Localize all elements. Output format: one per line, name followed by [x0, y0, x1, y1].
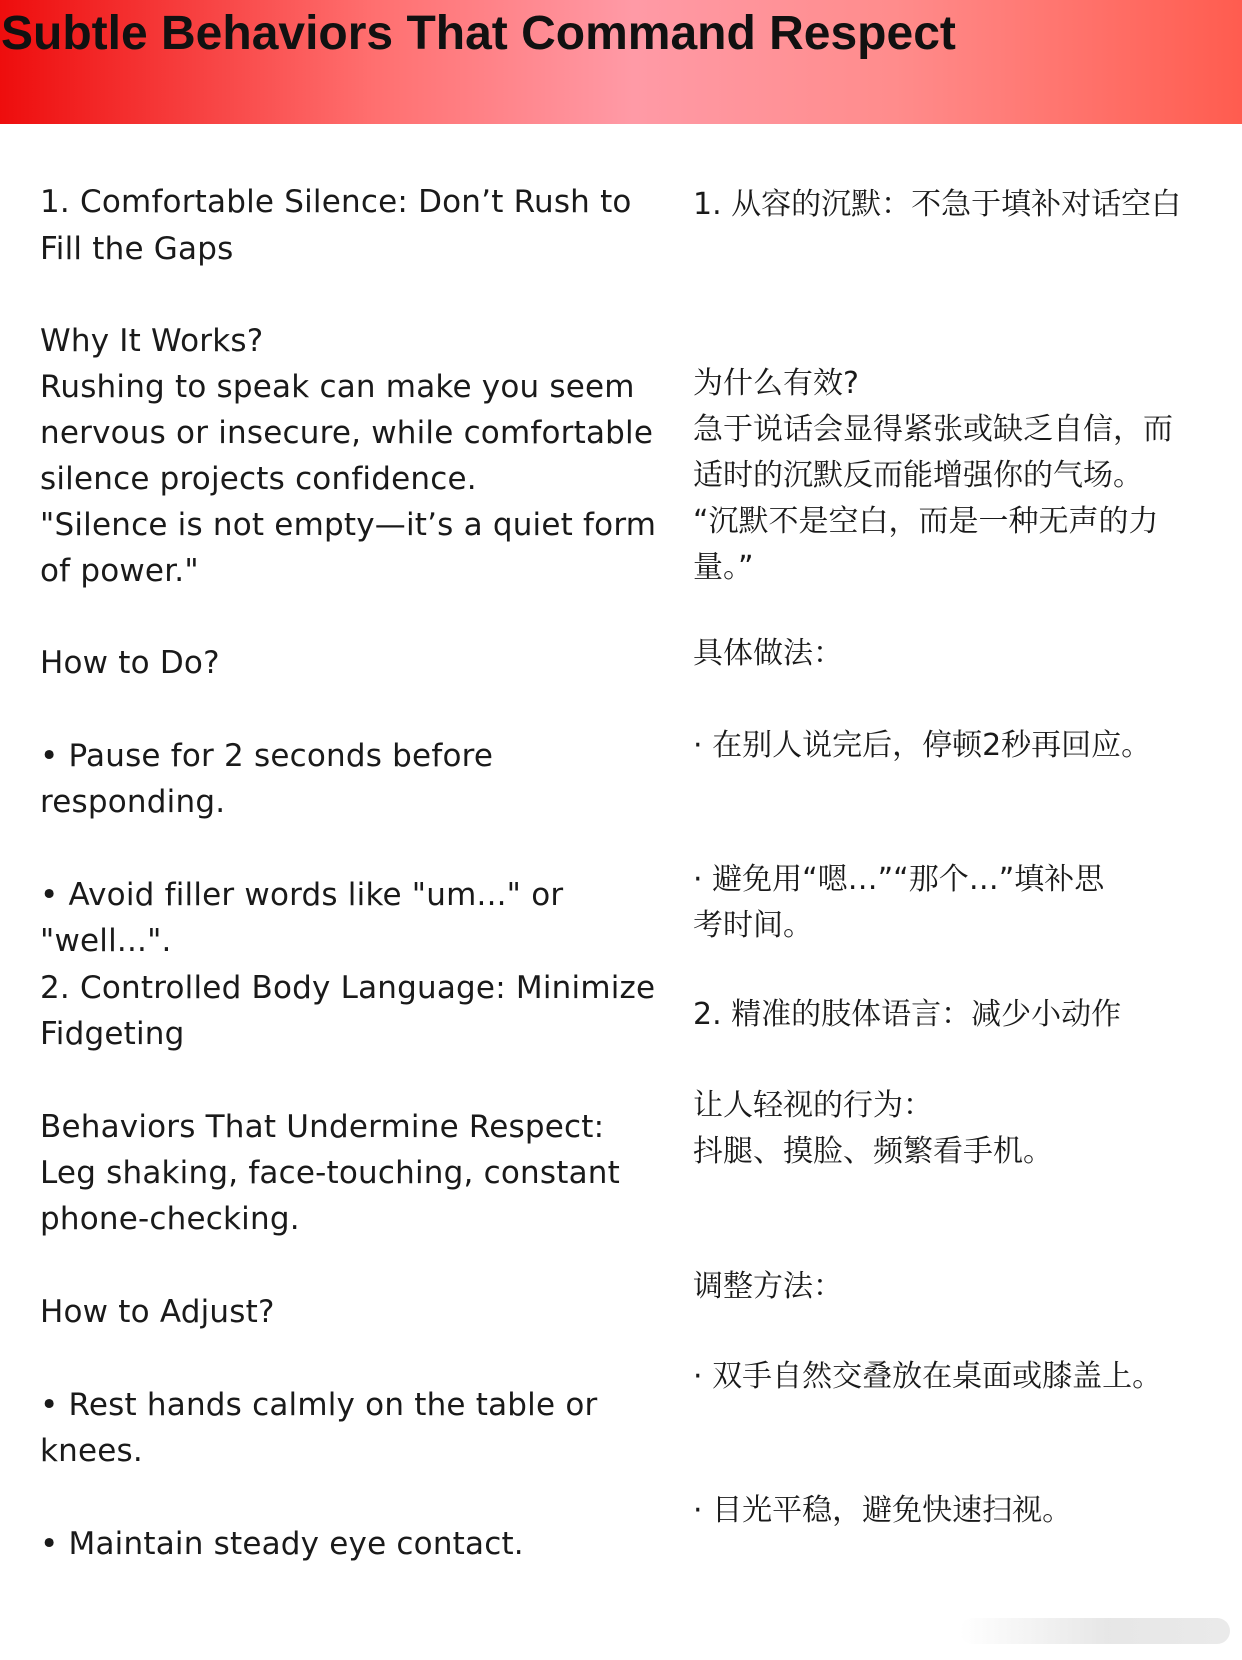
english-bullet-eye-contact: • Maintain steady eye contact. — [40, 1526, 524, 1562]
chinese-why-heading: 为什么有效? — [693, 366, 859, 401]
english-how-heading: How to Do? — [40, 645, 220, 681]
english-bullet-pause-cont: responding. — [40, 784, 226, 820]
english-quote-line: of power." — [40, 553, 199, 589]
english-bullet-filler-cont: "well...". — [40, 923, 172, 959]
english-paragraph-line: silence projects confidence. — [40, 461, 477, 497]
chinese-bullet-filler-cont: 考时间。 — [693, 908, 813, 943]
english-adjust-heading: How to Adjust? — [40, 1294, 275, 1330]
english-bullet-hands: • Rest hands calmly on the table or — [40, 1387, 598, 1423]
english-bullet-hands-cont: knees. — [40, 1433, 143, 1469]
chinese-adjust-heading: 调整方法： — [693, 1269, 843, 1304]
chinese-undermine-heading: 让人轻视的行为： — [693, 1088, 933, 1123]
chinese-bullet-pause: · 在别人说完后，停顿2秒再回应。 — [693, 728, 1152, 763]
chinese-bullet-filler: · 避免用“嗯…”“那个…”填补思 — [693, 862, 1105, 897]
english-why-heading: Why It Works? — [40, 323, 264, 359]
english-section-2-heading: 2. Controlled Body Language: Minimize — [40, 970, 656, 1006]
english-paragraph-line: nervous or insecure, while comfortable — [40, 415, 654, 451]
chinese-paragraph-line: 急于说话会显得紧张或缺乏自信，而 — [693, 412, 1173, 447]
chinese-paragraph-line: 抖腿、摸脸、频繁看手机。 — [693, 1134, 1053, 1169]
english-section-2-heading-cont: Fidgeting — [40, 1016, 185, 1052]
watermark-smudge — [960, 1618, 1230, 1644]
chinese-how-heading: 具体做法： — [693, 636, 843, 671]
chinese-section-2-heading: 2. 精准的肢体语言：减少小动作 — [693, 997, 1122, 1032]
english-section-1-heading-cont: Fill the Gaps — [40, 231, 234, 267]
chinese-quote-line: 量。” — [693, 550, 754, 585]
chinese-bullet-hands: · 双手自然交叠放在桌面或膝盖上。 — [693, 1359, 1163, 1394]
chinese-paragraph-line: 适时的沉默反而能增强你的气场。 — [693, 458, 1143, 493]
chinese-section-1-heading: 1. 从容的沉默：不急于填补对话空白 — [693, 187, 1182, 222]
chinese-quote-line: “沉默不是空白，而是一种无声的力 — [693, 504, 1159, 539]
english-undermine-heading: Behaviors That Undermine Respect: — [40, 1109, 605, 1145]
chinese-bullet-eye-contact: · 目光平稳，避免快速扫视。 — [693, 1493, 1073, 1528]
english-paragraph-line: Rushing to speak can make you seem — [40, 369, 635, 405]
page-title: Subtle Behaviors That Command Respect — [1, 7, 956, 60]
english-paragraph-line: phone-checking. — [40, 1201, 300, 1237]
english-bullet-pause: • Pause for 2 seconds before — [40, 738, 494, 774]
english-section-1-heading: 1. Comfortable Silence: Don’t Rush to — [40, 184, 632, 220]
english-paragraph-line: Leg shaking, face-touching, constant — [40, 1155, 621, 1191]
header-bar — [0, 0, 1242, 124]
english-bullet-filler: • Avoid filler words like "um..." or — [40, 877, 564, 913]
english-quote-line: "Silence is not empty—it’s a quiet form — [40, 507, 657, 543]
